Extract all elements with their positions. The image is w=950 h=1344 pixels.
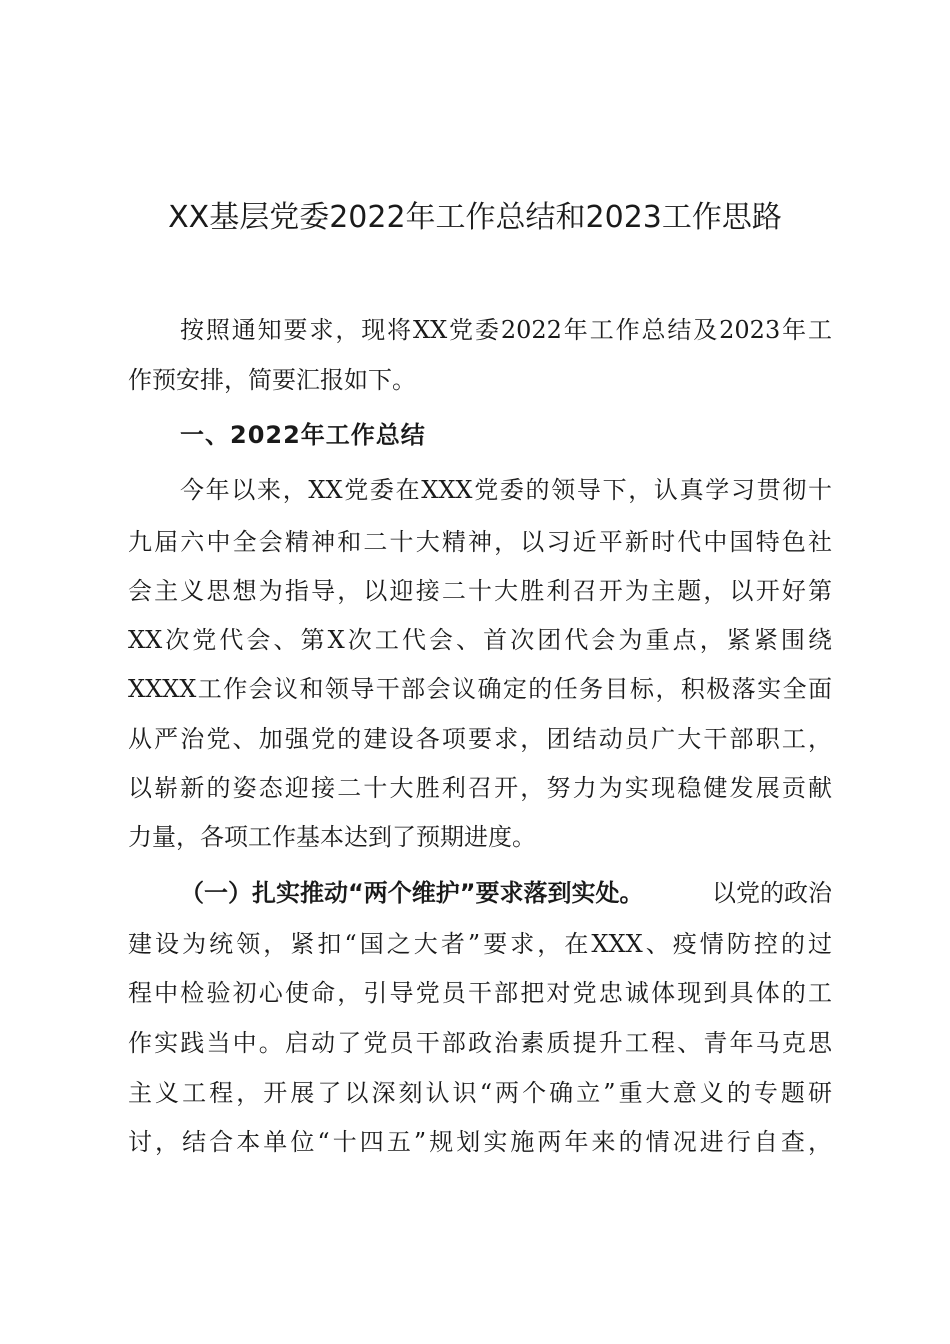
intro-line: 作预安排，简要汇报如下。 [128,366,416,394]
paragraph-line: XX次党代会、第X次工代会、首次团代会为重点，紧紧围绕 [128,626,832,654]
paragraph-line: XXXX工作会议和领导干部会议确定的任务目标，积极落实全面 [128,675,832,703]
paragraph-line: 作实践当中。启动了党员干部政治素质提升工程、青年马克思 [128,1029,832,1057]
item-first-line-rest: 以党的政治 [712,879,832,907]
section-heading: 一、2022年工作总结 [180,421,426,449]
paragraph-line: 从严治党、加强党的建设各项要求，团结动员广大干部职工， [128,725,832,753]
item-first-line [180,868,832,918]
paragraph-line: 以崭新的姿态迎接二十大胜利召开，努力为实现稳健发展贡献 [128,774,832,802]
intro-line: 按照通知要求，现将XX党委2022年工作总结及2023年工 [180,316,832,344]
paragraph-line: 程中检验初心使命，引导党员干部把对党忠诚体现到具体的工 [128,979,832,1007]
document-title: XX基层党委2022年工作总结和2023工作思路 [168,200,782,235]
paragraph-line: 九届六中全会精神和二十大精神，以习近平新时代中国特色社 [128,528,832,556]
paragraph-line: 力量，各项工作基本达到了预期进度。 [128,823,536,851]
paragraph-line: 会主义思想为指导，以迎接二十大胜利召开为主题，以开好第 [128,577,832,605]
paragraph-line: 建设为统领，紧扣“国之大者”要求，在XXX、疫情防控的过 [128,930,832,958]
paragraph-line: 主义工程，开展了以深刻认识“两个确立”重大意义的专题研 [128,1079,832,1107]
paragraph-line: 讨，结合本单位“十四五”规划实施两年来的情况进行自查， [128,1128,832,1156]
item-lead: （一）扎实推动“两个维护”要求落到实处。 [180,879,644,907]
paragraph-line: 今年以来，XX党委在XXX党委的领导下，认真学习贯彻十 [180,476,832,504]
